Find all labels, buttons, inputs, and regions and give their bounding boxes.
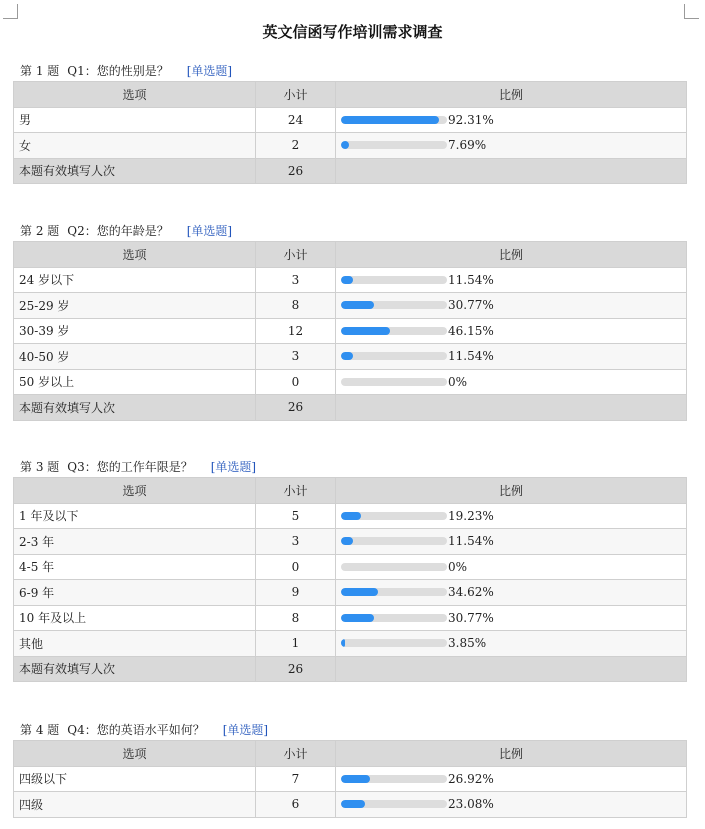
- table-row: [14, 267, 687, 293]
- question-type-link[interactable]: [单选题]: [210, 460, 257, 474]
- option-cell: 30-39 岁: [14, 318, 256, 344]
- table-row: [14, 344, 687, 370]
- percent-bar: [341, 537, 447, 545]
- ratio-bar-group: [336, 509, 686, 523]
- percent-bar-fill: [341, 614, 374, 622]
- percent-label: 30.77%: [448, 610, 494, 625]
- results-table: [13, 740, 687, 818]
- table-header-row: [14, 741, 687, 767]
- table-row: [14, 107, 687, 133]
- percent-label: 11.54%: [448, 534, 494, 549]
- ratio-cell: [336, 267, 687, 293]
- page-title: 英文信函写作培训需求调查: [262, 23, 443, 41]
- table-row: [14, 792, 687, 818]
- ratio-bar-group: [336, 797, 686, 811]
- results-table: [13, 241, 687, 421]
- percent-label: 23.08%: [448, 797, 494, 812]
- count-cell: 7: [256, 766, 336, 792]
- column-header-option: 选项: [14, 242, 256, 268]
- percent-label: 0%: [448, 559, 468, 574]
- column-header-count: 小计: [256, 741, 336, 767]
- total-label: 本题有效填写人次: [14, 656, 256, 682]
- question-heading: [20, 221, 686, 241]
- percent-label: 34.62%: [448, 585, 494, 600]
- percent-label: 19.23%: [448, 508, 494, 523]
- count-cell: 9: [256, 580, 336, 606]
- percent-bar-fill: [341, 116, 439, 124]
- total-count: 26: [256, 656, 336, 682]
- column-header-count: 小计: [256, 82, 336, 108]
- total-row: [14, 656, 687, 682]
- table-row: [14, 554, 687, 580]
- table-row: [14, 631, 687, 657]
- percent-label: 0%: [448, 374, 468, 389]
- percent-label: 7.69%: [448, 138, 487, 153]
- percent-label: 11.54%: [448, 272, 494, 287]
- percent-label: 30.77%: [448, 298, 494, 313]
- option-cell: 40-50 岁: [14, 344, 256, 370]
- table-row: [14, 605, 687, 631]
- option-cell: 6-9 年: [14, 580, 256, 606]
- count-cell: 3: [256, 344, 336, 370]
- ratio-bar-group: [336, 298, 686, 312]
- ratio-cell: [336, 605, 687, 631]
- percent-bar: [341, 775, 447, 783]
- question-block-q4: [13, 720, 686, 818]
- table-header-row: [14, 242, 687, 268]
- question-type-link[interactable]: [单选题]: [186, 224, 233, 238]
- count-cell: 2: [256, 133, 336, 159]
- question-block-q3: [13, 457, 686, 682]
- question-heading: [20, 720, 686, 740]
- total-count: 26: [256, 395, 336, 421]
- percent-bar: [341, 352, 447, 360]
- percent-bar-fill: [341, 352, 353, 360]
- ratio-cell: [336, 580, 687, 606]
- percent-bar-fill: [341, 639, 345, 647]
- ratio-bar-group: [336, 324, 686, 338]
- question-heading: [20, 457, 686, 477]
- percent-bar: [341, 800, 447, 808]
- table-row: [14, 133, 687, 159]
- ratio-bar-group: [336, 585, 686, 599]
- count-cell: 8: [256, 293, 336, 319]
- option-cell: 女: [14, 133, 256, 159]
- question-number: 第 1 题: [20, 64, 60, 78]
- percent-label: 3.85%: [448, 636, 487, 651]
- question-number: 第 3 题: [20, 460, 60, 474]
- table-row: [14, 318, 687, 344]
- ratio-bar-group: [336, 138, 686, 152]
- percent-bar: [341, 301, 447, 309]
- question-block-q2: [13, 221, 686, 421]
- ratio-cell: [336, 554, 687, 580]
- table-header-row: [14, 82, 687, 108]
- percent-bar: [341, 614, 447, 622]
- option-cell: 男: [14, 107, 256, 133]
- percent-bar-fill: [341, 588, 378, 596]
- ratio-bar-group: [336, 772, 686, 786]
- ratio-cell: [336, 318, 687, 344]
- option-cell: 2-3 年: [14, 529, 256, 555]
- count-cell: 24: [256, 107, 336, 133]
- question-block-q1: [13, 61, 686, 184]
- percent-bar: [341, 141, 447, 149]
- table-row: [14, 503, 687, 529]
- percent-label: 11.54%: [448, 349, 494, 364]
- total-row: [14, 395, 687, 421]
- ratio-cell: [336, 133, 687, 159]
- total-label: 本题有效填写人次: [14, 395, 256, 421]
- count-cell: 0: [256, 369, 336, 395]
- question-number: 第 2 题: [20, 224, 60, 238]
- ratio-cell: [336, 792, 687, 818]
- total-ratio-empty: [336, 158, 687, 184]
- percent-bar: [341, 563, 447, 571]
- ratio-bar-group: [336, 534, 686, 548]
- count-cell: 8: [256, 605, 336, 631]
- question-type-link[interactable]: [单选题]: [222, 723, 269, 737]
- ratio-bar-group: [336, 375, 686, 389]
- table-row: [14, 369, 687, 395]
- option-cell: 4-5 年: [14, 554, 256, 580]
- ratio-bar-group: [336, 611, 686, 625]
- question-text: Q3：您的工作年限是？: [67, 460, 193, 474]
- results-table: [13, 81, 687, 184]
- page-corner-mark: [684, 4, 699, 19]
- option-cell: 10 年及以上: [14, 605, 256, 631]
- ratio-cell: [336, 344, 687, 370]
- count-cell: 3: [256, 529, 336, 555]
- count-cell: 0: [256, 554, 336, 580]
- ratio-cell: [336, 766, 687, 792]
- percent-bar: [341, 639, 447, 647]
- ratio-cell: [336, 369, 687, 395]
- option-cell: 其他: [14, 631, 256, 657]
- page-corner-mark: [3, 4, 18, 19]
- question-text: Q2：您的年龄是？: [67, 224, 169, 238]
- column-header-count: 小计: [256, 242, 336, 268]
- table-row: [14, 529, 687, 555]
- percent-bar-fill: [341, 327, 390, 335]
- percent-bar-fill: [341, 141, 349, 149]
- count-cell: 1: [256, 631, 336, 657]
- ratio-cell: [336, 293, 687, 319]
- count-cell: 6: [256, 792, 336, 818]
- option-cell: 四级以下: [14, 766, 256, 792]
- option-cell: 24 岁以下: [14, 267, 256, 293]
- ratio-cell: [336, 529, 687, 555]
- total-count: 26: [256, 158, 336, 184]
- ratio-bar-group: [336, 273, 686, 287]
- percent-label: 26.92%: [448, 771, 494, 786]
- column-header-option: 选项: [14, 741, 256, 767]
- percent-bar-fill: [341, 512, 361, 520]
- column-header-count: 小计: [256, 478, 336, 504]
- percent-bar-fill: [341, 537, 353, 545]
- percent-bar-fill: [341, 301, 374, 309]
- percent-bar: [341, 116, 447, 124]
- total-ratio-empty: [336, 656, 687, 682]
- question-text: Q1：您的性别是？: [67, 64, 169, 78]
- column-header-ratio: 比例: [336, 478, 687, 504]
- percent-bar: [341, 588, 447, 596]
- percent-bar: [341, 512, 447, 520]
- ratio-bar-group: [336, 349, 686, 363]
- column-header-ratio: 比例: [336, 741, 687, 767]
- count-cell: 3: [256, 267, 336, 293]
- percent-bar-fill: [341, 800, 365, 808]
- option-cell: 1 年及以下: [14, 503, 256, 529]
- ratio-bar-group: [336, 113, 686, 127]
- table-header-row: [14, 478, 687, 504]
- ratio-bar-group: [336, 560, 686, 574]
- percent-bar: [341, 327, 447, 335]
- option-cell: 25-29 岁: [14, 293, 256, 319]
- percent-label: 92.31%: [448, 112, 494, 127]
- total-label: 本题有效填写人次: [14, 158, 256, 184]
- question-heading: [20, 61, 686, 81]
- total-ratio-empty: [336, 395, 687, 421]
- results-table: [13, 477, 687, 682]
- column-header-ratio: 比例: [336, 242, 687, 268]
- total-row: [14, 158, 687, 184]
- question-number: 第 4 题: [20, 723, 60, 737]
- table-row: [14, 293, 687, 319]
- option-cell: 50 岁以上: [14, 369, 256, 395]
- percent-bar: [341, 276, 447, 284]
- count-cell: 12: [256, 318, 336, 344]
- percent-bar-fill: [341, 775, 370, 783]
- percent-label: 46.15%: [448, 323, 494, 338]
- table-row: [14, 580, 687, 606]
- question-type-link[interactable]: [单选题]: [186, 64, 233, 78]
- ratio-bar-group: [336, 636, 686, 650]
- option-cell: 四级: [14, 792, 256, 818]
- ratio-cell: [336, 503, 687, 529]
- table-row: [14, 766, 687, 792]
- percent-bar-fill: [341, 276, 353, 284]
- question-text: Q4：您的英语水平如何？: [67, 723, 205, 737]
- column-header-ratio: 比例: [336, 82, 687, 108]
- column-header-option: 选项: [14, 478, 256, 504]
- percent-bar: [341, 378, 447, 386]
- ratio-cell: [336, 631, 687, 657]
- count-cell: 5: [256, 503, 336, 529]
- column-header-option: 选项: [14, 82, 256, 108]
- ratio-cell: [336, 107, 687, 133]
